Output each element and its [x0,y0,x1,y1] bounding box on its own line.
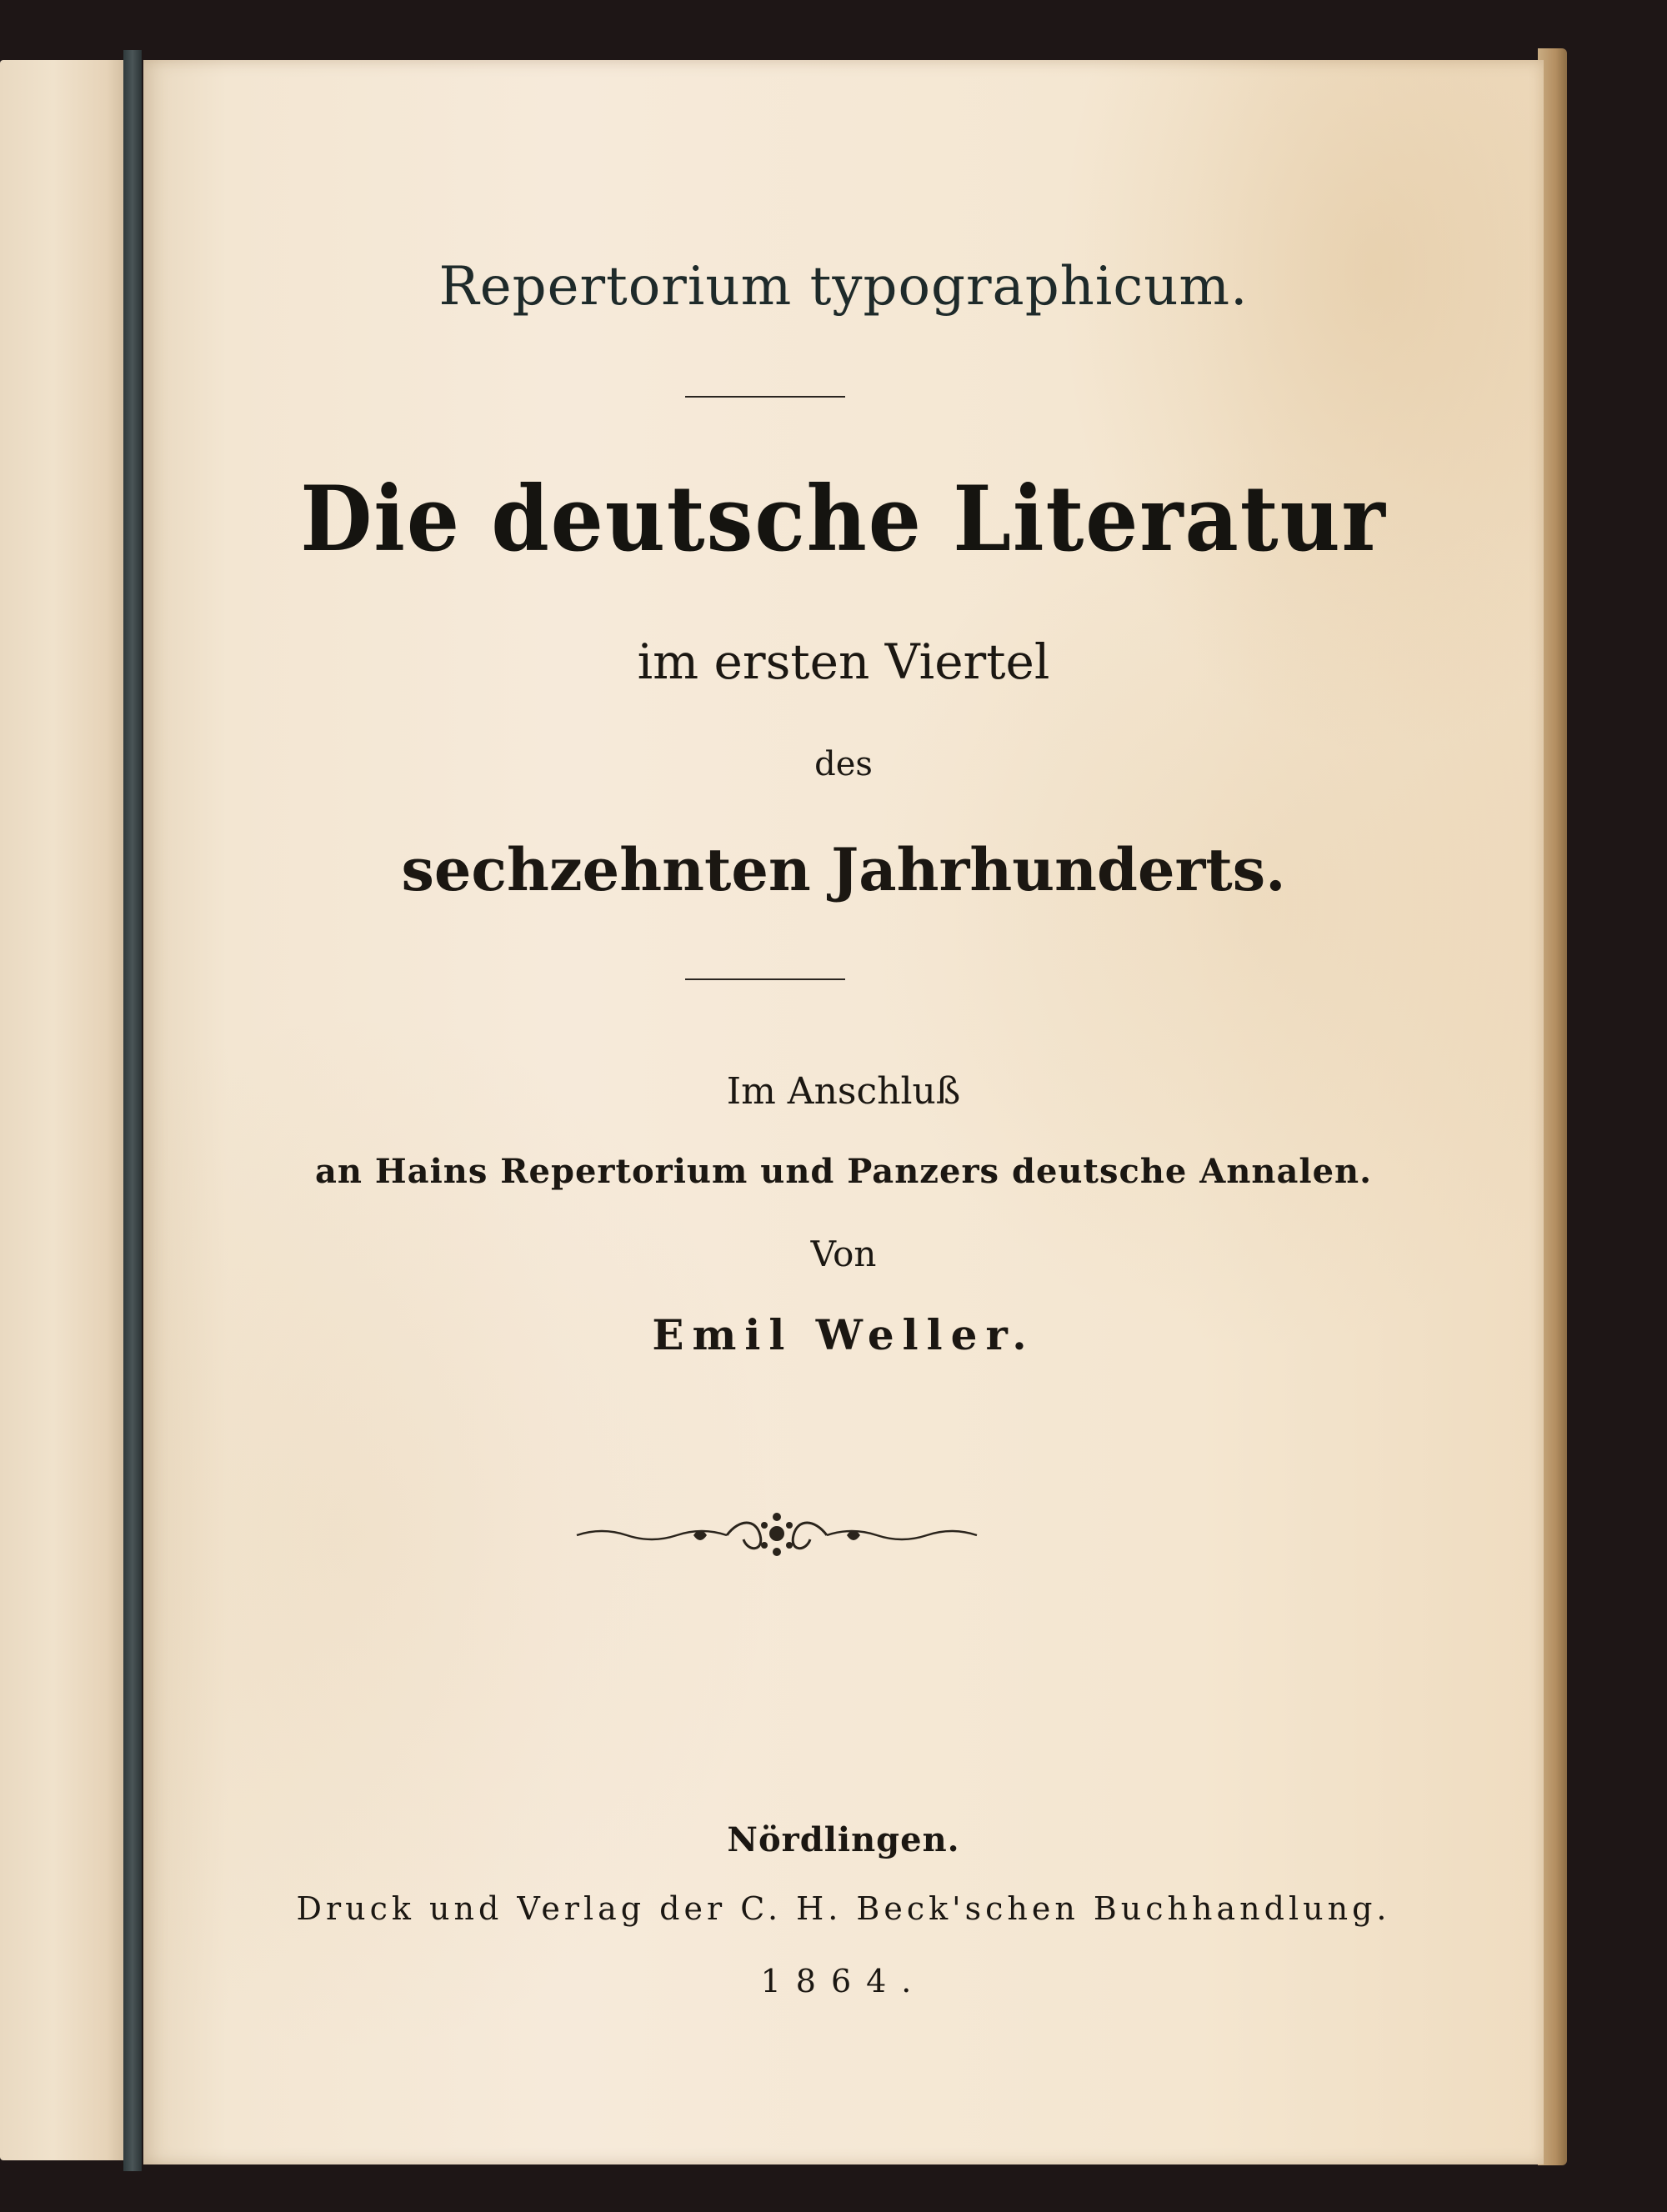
title-page [143,60,1544,2164]
left-page-edge [0,60,133,2160]
separator-rule-top [685,396,845,398]
connection-line: Im Anschluß [726,1070,961,1113]
separator-rule-middle [685,978,845,980]
publication-year: 1864. [760,1963,927,1999]
title-page-content [143,60,1544,2164]
reference-line: an Hains Repertorium und Panzers deutsche Annalen. [314,1152,1373,1191]
subtitle-line-2: des [814,745,873,783]
book-spine-binding [123,50,142,2171]
author-name: Emil Weller. [652,1310,1035,1359]
floral-vignette-icon [568,1502,985,1569]
subtitle-line-3: sechzehnten Jahrhunderts. [401,835,1286,904]
publication-place: Nördlingen. [727,1820,960,1859]
main-title: Die deutsche Literatur [300,467,1387,572]
subtitle-line-1: im ersten Viertel [637,633,1050,690]
publisher-line: Druck und Verlag der C. H. Beck'schen Buchhandlung. [296,1890,1391,1927]
by-line: Von [810,1234,877,1274]
series-title: Repertorium typographicum. [438,256,1249,318]
